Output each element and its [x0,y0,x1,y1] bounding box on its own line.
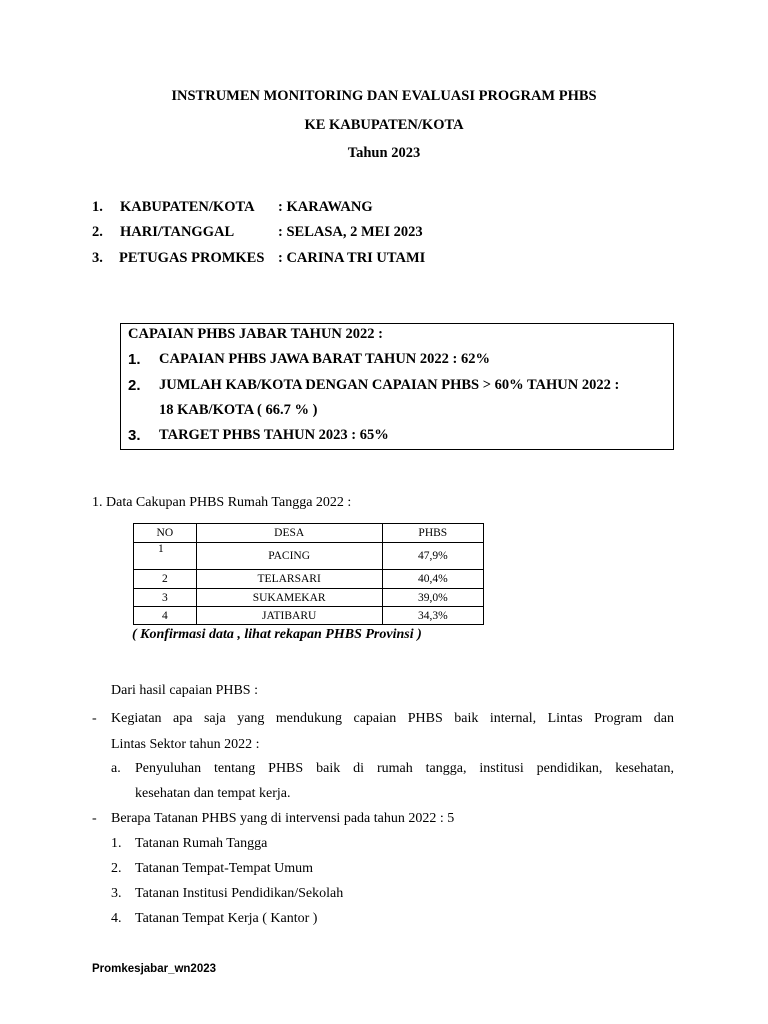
table-cell: 47,9% [382,543,483,570]
table-row [134,589,484,607]
achievement-box [120,323,674,450]
achievement-number: 2. [128,377,141,394]
identity-label: KABUPATEN/KOTA [120,199,255,215]
section-title: 1. Data Cakupan PHBS Rumah Tangga 2022 : [92,495,352,510]
table-cell: 40,4% [382,570,483,589]
achievement-heading: CAPAIAN PHBS JABAR TAHUN 2022 : [128,326,383,342]
identity-number: 1. [92,199,103,215]
table-header-row [134,524,484,543]
list-item-number: 4. [111,911,122,926]
document-subtitle: KE KABUPATEN/KOTA [304,117,464,133]
achievement-text: JUMLAH KAB/KOTA DENGAN CAPAIAN PHBS > 60% TAHUN 2022 : [159,377,620,393]
list-item: Tatanan Tempat Kerja ( Kantor ) [135,911,318,926]
column-header: PHBS [382,524,483,543]
table-cell: JATIBARU [196,607,382,625]
page-footer: Promkesjabar_wn2023 [92,963,217,975]
bullet-text-continued: Lintas Sektor tahun 2022 : [111,737,260,752]
bullet-dash: - [92,811,97,826]
table-row [134,607,484,625]
results-intro: Dari hasil capaian PHBS : [111,683,258,698]
document-title: INSTRUMEN MONITORING DAN EVALUASI PROGRAM PHBS [171,88,597,104]
table-cell: 4 [134,607,197,625]
achievement-item-3 [128,427,141,445]
achievement-text: TARGET PHBS TAHUN 2023 : 65% [159,427,389,443]
sub-item-text: Penyuluhan tentang PHBS baik di rumah tangga, institusi pendidikan, kesehatan, [135,761,674,776]
table-cell: 1 [134,543,197,570]
list-item-number: 2. [111,861,122,876]
achievement-text-continued: 18 KAB/KOTA ( 66.7 % ) [159,402,318,418]
table-cell: TELARSARI [196,570,382,589]
achievement-text: CAPAIAN PHBS JAWA BARAT TAHUN 2022 : 62% [159,351,490,367]
phbs-data-table [133,523,484,625]
achievement-number: 1. [128,351,141,368]
identity-label: HARI/TANGGAL [120,224,235,240]
column-header: NO [134,524,197,543]
table-cell: PACING [196,543,382,570]
table-note: ( Konfirmasi data , lihat rekapan PHBS Provinsi ) [132,627,422,642]
list-item: Tatanan Tempat-Tempat Umum [135,861,313,876]
document-year: Tahun 2023 [347,145,421,161]
table-cell: 39,0% [382,589,483,607]
bullet-text: Kegiatan apa saja yang mendukung capaian PHBS baik internal, Lintas Program dan [111,711,674,726]
bullet-text: Berapa Tatanan PHBS yang di intervensi pada tahun 2022 : 5 [111,811,455,826]
table-cell: 3 [134,589,197,607]
table-row [134,570,484,589]
identity-value: : CARINA TRI UTAMI [278,250,426,266]
achievement-number: 3. [128,427,141,444]
list-item: Tatanan Institusi Pendidikan/Sekolah [135,886,344,901]
column-header: DESA [196,524,382,543]
table-cell: 2 [134,570,197,589]
list-item-number: 1. [111,836,122,851]
table-row [134,543,484,570]
achievement-item-2 [128,377,141,395]
identity-number: 2. [92,224,103,240]
table-cell: 34,3% [382,607,483,625]
list-item-number: 3. [111,886,122,901]
list-item: Tatanan Rumah Tangga [135,836,268,851]
identity-value: : KARAWANG [278,199,373,215]
identity-number: 3. [92,250,103,266]
bullet-dash: - [92,711,97,726]
sub-item-text-continued: kesehatan dan tempat kerja. [135,786,291,801]
sub-item-letter: a. [111,761,121,776]
identity-label: PETUGAS PROMKES [119,250,265,266]
table-cell: SUKAMEKAR [196,589,382,607]
achievement-item-1 [128,351,141,369]
identity-value: : SELASA, 2 MEI 2023 [278,224,423,240]
